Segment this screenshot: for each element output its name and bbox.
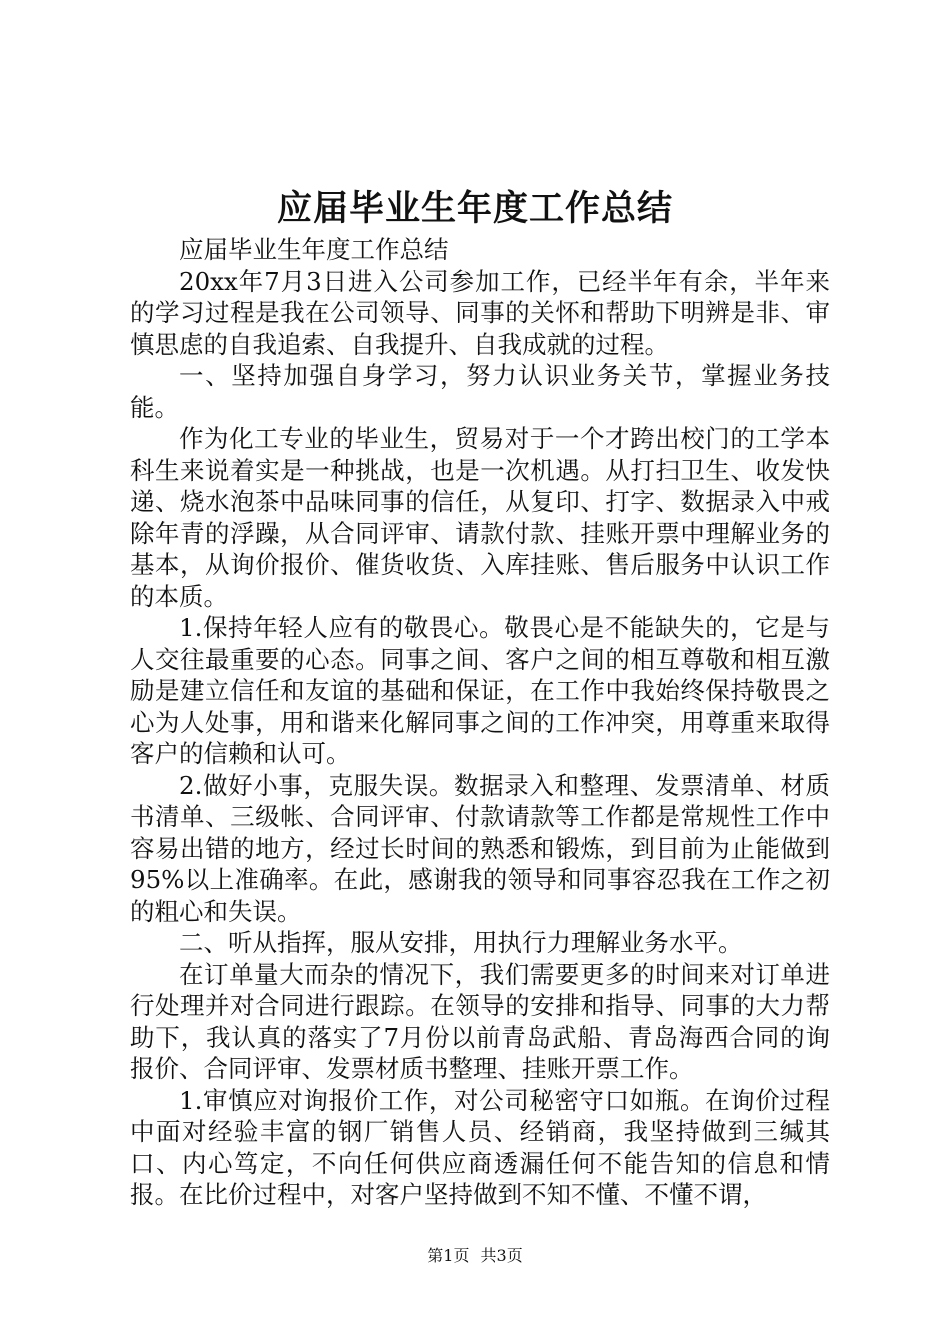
paragraph-intro: 20xx年7月3日进入公司参加工作，已经半年有余，半年来的学习过程是我在公司领导、同事的关怀和帮助下明辨是非、审慎思虑的自我追索、自我提升、自我成就的过程。 <box>130 266 830 359</box>
document-title: 应届毕业生年度工作总结 <box>276 188 673 229</box>
page-number-total: 共3页 <box>480 1246 523 1265</box>
page-number-current: 第1页 <box>427 1246 470 1265</box>
paragraph-item-1-2: 2.做好小事，克服失误。数据录入和整理、发票清单、材质书清单、三级帐、合同评审、付款请款等工作都是常规性工作中容易出错的地方，经过长时间的熟悉和锻炼，到目前为止能做到95%以上准确率。在此，感谢我的领导和同事容忍我在工作之初的粗心和失误。 <box>130 770 830 926</box>
paragraph-section-2-body: 在订单量大而杂的情况下，我们需要更多的时间来对订单进行处理并对合同进行跟踪。在领导的安排和指导、同事的大力帮助下，我认真的落实了7月份以前青岛武船、青岛海西合同的询报价、合同评审、发票材质书整理、挂账开票工作。 <box>130 959 830 1083</box>
paragraph-section-1-body: 作为化工专业的毕业生，贸易对于一个才跨出校门的工学本科生来说着实是一种挑战，也是一次机遇。从打扫卫生、收发快递、烧水泡茶中品味同事的信任，从复印、打字、数据录入中戒除年青的浮躁，从合同评审、请款付款、挂账开票中理解业务的基本，从询价报价、催货收货、入库挂账、售后服务中认识工作的本质。 <box>130 424 830 611</box>
paragraph-item-1-1: 1.保持年轻人应有的敬畏心。敬畏心是不能缺失的，它是与人交往最重要的心态。同事之间、客户之间的相互尊敬和相互激励是建立信任和友谊的基础和保证，在工作中我始终保持敬畏之心为人处事，用和谐来化解同事之间的工作冲突，用尊重来取得客户的信赖和认可。 <box>130 613 830 768</box>
paragraph-item-2-1: 1.审慎应对询报价工作，对公司秘密守口如瓶。在询价过程中面对经验丰富的钢厂销售人员、经销商，我坚持做到三缄其口、内心笃定，不向任何供应商透漏任何不能告知的信息和情报。在比价过程中，对客户坚持做到不知不懂、不懂不谓， <box>130 1085 830 1209</box>
paragraph-section-2-heading: 二、听从指挥，服从安排，用执行力理解业务水平。 <box>179 928 743 957</box>
page-footer <box>0 1245 950 1267</box>
paragraph-subtitle: 应届毕业生年度工作总结 <box>179 235 449 264</box>
document-body <box>130 234 830 1211</box>
paragraph-section-1-heading: 一、坚持加强自身学习，努力认识业务关节，掌握业务技能。 <box>130 361 830 422</box>
